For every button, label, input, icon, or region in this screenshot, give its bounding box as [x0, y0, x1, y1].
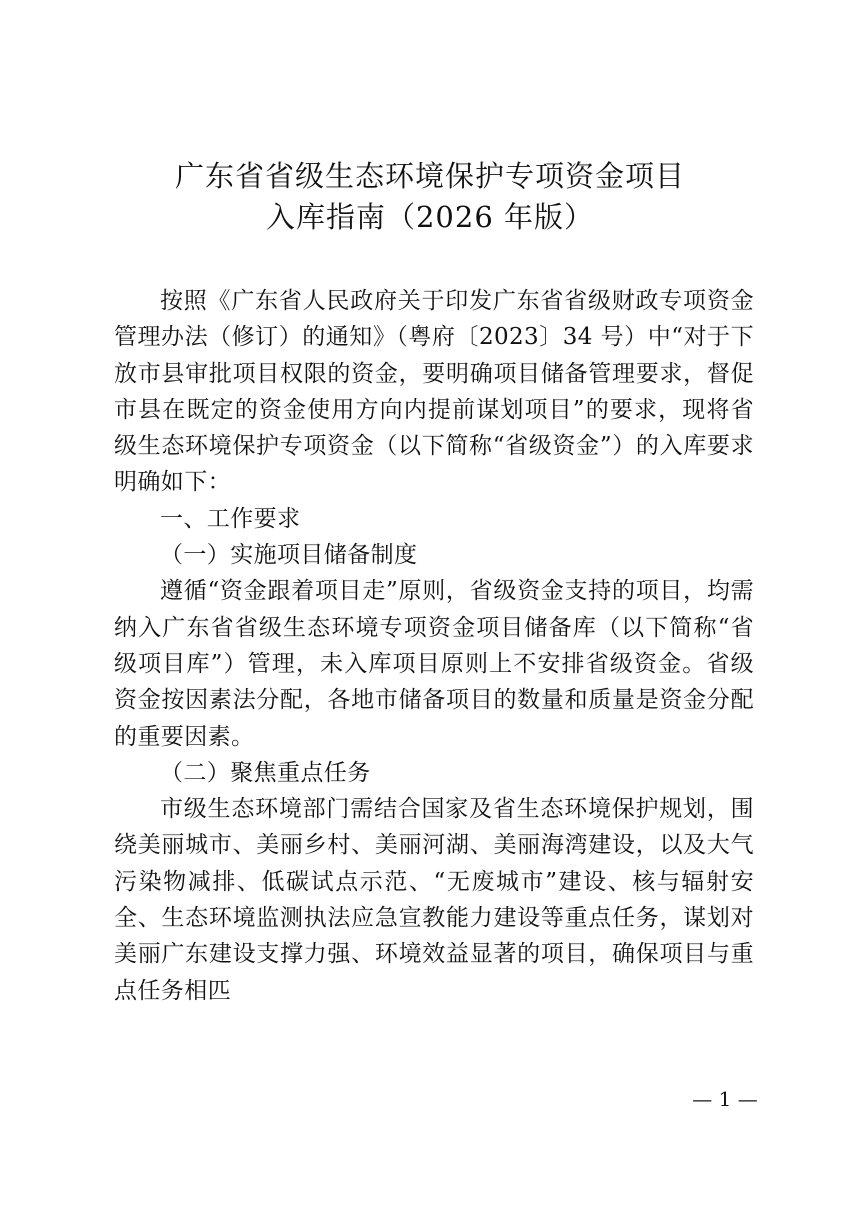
- subsection-heading-key-tasks: （二）聚焦重点任务: [160, 759, 371, 786]
- subsection-heading-project-reserve: （一）实施项目储备制度: [160, 542, 418, 569]
- document-body: [114, 283, 754, 1009]
- paragraph-project-reserve: 遵循“资金跟着项目走”原则，省级资金支持的项目，均需纳入广东省省级生态环境专项资金项目储备库（以下简称“省级项目库”）管理，未入库项目原则上不安排省级资金。省级资金按因素法分配，各地市储备项目的数量和质量是资金分配的重要因素。: [114, 578, 754, 750]
- document-title-line-2: 入库指南（2026 年版）: [265, 200, 595, 234]
- section-heading-work-requirements: 一、工作要求: [160, 505, 301, 532]
- intro-paragraph: 按照《广东省人民政府关于印发广东省省级财政专项资金管理办法（修订）的通知》（粤府〔2023〕34 号）中“对于下放市县审批项目权限的资金，要明确项目储备管理要求，督促市县在既定的资金使用方向内提前谋划项目”的要求，现将省级生态环境保护专项资金（以下简称“省级资金”）的入库要求明确如下：: [114, 288, 754, 496]
- page-number: — 1 —: [692, 1087, 758, 1111]
- document-title-line-1: 广东省省级生态环境保护专项资金项目: [174, 159, 685, 193]
- paragraph-key-tasks: 市级生态环境部门需结合国家及省生态环境保护规划，围绕美丽城市、美丽乡村、美丽河湖、美丽海湾建设，以及大气污染物减排、低碳试点示范、“无废城市”建设、核与辐射安全、生态环境监测执法应急宣教能力建设等重点任务，谋划对美丽广东建设支撑力强、环境效益显著的项目，确保项目与重点任务相匹: [114, 796, 754, 1004]
